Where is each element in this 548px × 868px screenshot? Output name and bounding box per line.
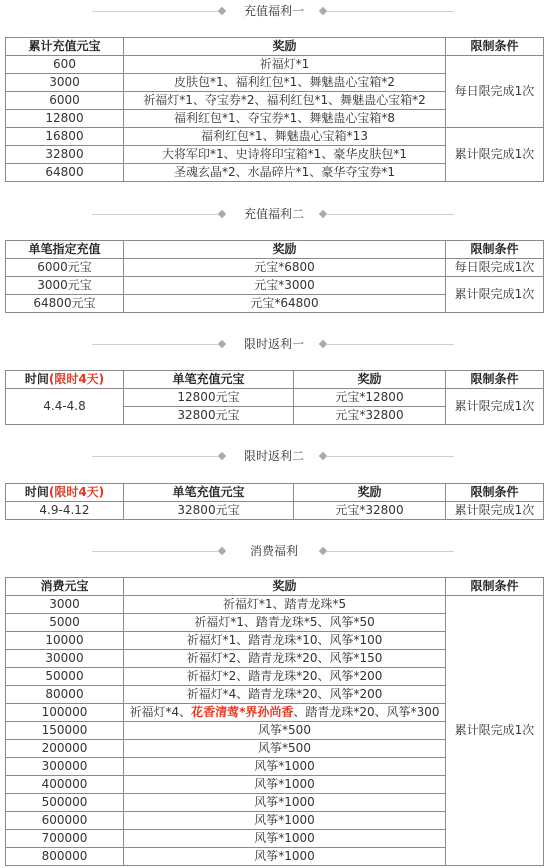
- amount-cell: 150000: [6, 722, 124, 740]
- amount-cell: 50000: [6, 668, 124, 686]
- amount-cell: 12800: [6, 110, 124, 128]
- consumption-benefit-table: [5, 577, 544, 866]
- section-title-2: [0, 203, 548, 225]
- reward-cell: 元宝*32800: [294, 407, 446, 425]
- amount-cell: 100000: [6, 704, 124, 722]
- reward-cell: 祈福灯*1、踏青龙珠*5、风筝*50: [124, 614, 446, 632]
- limit-cell: 累计限完成1次: [446, 277, 544, 313]
- amount-cell: 32800元宝: [124, 502, 294, 520]
- amount-cell: 64800元宝: [6, 295, 124, 313]
- amount-cell: 3000: [6, 74, 124, 92]
- header-time-limit: (限时4天): [48, 372, 105, 386]
- limit-cell: 累计限完成1次: [446, 596, 544, 866]
- reward-cell: 祈福灯*1、踏青龙珠*10、风筝*100: [124, 632, 446, 650]
- reward-cell: 祈福灯*1、踏青龙珠*5: [124, 596, 446, 614]
- table-header-row: [6, 38, 544, 56]
- section-title-text: 充值福利二: [243, 207, 304, 221]
- section-title-1: [0, 0, 548, 22]
- limit-cell: 累计限完成1次: [446, 389, 544, 425]
- table-header-row: [6, 578, 544, 596]
- section-title-5: [0, 540, 548, 562]
- section-title-text: 消费福利: [249, 544, 298, 558]
- table-row: [6, 259, 544, 277]
- table-row: [6, 128, 544, 146]
- amount-cell: 800000: [6, 848, 124, 866]
- header-time: [6, 371, 124, 389]
- limit-cell: 每日限完成1次: [446, 56, 544, 128]
- header-limit: 限制条件: [446, 241, 544, 259]
- section-title-text: 限时返利二: [243, 449, 304, 463]
- reward-cell: 风筝*1000: [124, 830, 446, 848]
- amount-cell: 30000: [6, 650, 124, 668]
- table-row: [6, 596, 544, 614]
- limited-rebate-table-2: [5, 483, 544, 520]
- amount-cell: 32800: [6, 146, 124, 164]
- table-row: [6, 502, 544, 520]
- reward-text-pre: 祈福灯*4、: [129, 705, 192, 719]
- reward-cell: 元宝*12800: [294, 389, 446, 407]
- header-cumulative-recharge: 累计充值元宝: [6, 38, 124, 56]
- amount-cell: 6000: [6, 92, 124, 110]
- reward-cell: 元宝*32800: [294, 502, 446, 520]
- reward-cell: 皮肤包*1、福利红包*1、舞魅蛊心宝箱*2: [124, 74, 446, 92]
- reward-cell: 风筝*500: [124, 740, 446, 758]
- amount-cell: 64800: [6, 164, 124, 182]
- limit-cell: 每日限完成1次: [446, 259, 544, 277]
- header-time-limit: (限时4天): [48, 485, 105, 499]
- section-title-4: [0, 445, 548, 467]
- header-limit: 限制条件: [446, 484, 544, 502]
- header-single-recharge: 单笔充值元宝: [124, 484, 294, 502]
- reward-cell: 风筝*500: [124, 722, 446, 740]
- header-time: [6, 484, 124, 502]
- reward-cell: 福利红包*1、舞魅蛊心宝箱*13: [124, 128, 446, 146]
- amount-cell: 32800元宝: [124, 407, 294, 425]
- amount-cell: 16800: [6, 128, 124, 146]
- amount-cell: 200000: [6, 740, 124, 758]
- table-row: [6, 56, 544, 74]
- header-reward: 奖励: [124, 241, 446, 259]
- reward-cell: 风筝*1000: [124, 794, 446, 812]
- header-consumption: 消费元宝: [6, 578, 124, 596]
- amount-cell: 80000: [6, 686, 124, 704]
- amount-cell: 10000: [6, 632, 124, 650]
- amount-cell: 3000: [6, 596, 124, 614]
- reward-cell: 风筝*1000: [124, 776, 446, 794]
- reward-highlight: 花香清莺*界孙尚香: [191, 705, 294, 719]
- header-single-recharge: 单笔指定充值: [6, 241, 124, 259]
- amount-cell: 12800元宝: [124, 389, 294, 407]
- reward-cell: 大将军印*1、史诗将印宝箱*1、豪华皮肤包*1: [124, 146, 446, 164]
- table-header-row: [6, 484, 544, 502]
- limited-rebate-table-1: [5, 370, 544, 425]
- header-limit: 限制条件: [446, 371, 544, 389]
- time-cell: 4.4-4.8: [6, 389, 124, 425]
- reward-text-post: 、踏青龙珠*20、风筝*300: [293, 705, 440, 719]
- amount-cell: 600000: [6, 812, 124, 830]
- recharge-benefit-table-1: [5, 37, 544, 182]
- amount-cell: 500000: [6, 794, 124, 812]
- header-reward: 奖励: [294, 371, 446, 389]
- header-time-label: 时间: [24, 485, 49, 499]
- reward-cell: 元宝*3000: [124, 277, 446, 295]
- header-reward: 奖励: [124, 578, 446, 596]
- reward-cell: 风筝*1000: [124, 848, 446, 866]
- reward-cell: 祈福灯*2、踏青龙珠*20、风筝*150: [124, 650, 446, 668]
- table-header-row: [6, 241, 544, 259]
- header-limit: 限制条件: [446, 38, 544, 56]
- reward-cell: 祈福灯*1: [124, 56, 446, 74]
- table-header-row: [6, 371, 544, 389]
- header-single-recharge: 单笔充值元宝: [124, 371, 294, 389]
- reward-cell: 福利红包*1、夺宝券*1、舞魅蛊心宝箱*8: [124, 110, 446, 128]
- reward-cell: 风筝*1000: [124, 758, 446, 776]
- recharge-benefit-table-2: [5, 240, 544, 313]
- amount-cell: 3000元宝: [6, 277, 124, 295]
- reward-cell: 元宝*64800: [124, 295, 446, 313]
- amount-cell: 700000: [6, 830, 124, 848]
- amount-cell: 400000: [6, 776, 124, 794]
- header-reward: 奖励: [294, 484, 446, 502]
- reward-cell: 祈福灯*2、踏青龙珠*20、风筝*200: [124, 668, 446, 686]
- time-cell: 4.9-4.12: [6, 502, 124, 520]
- reward-cell: [124, 704, 446, 722]
- amount-cell: 6000元宝: [6, 259, 124, 277]
- table-row: [6, 389, 544, 407]
- section-title-text: 限时返利一: [243, 337, 304, 351]
- amount-cell: 600: [6, 56, 124, 74]
- amount-cell: 300000: [6, 758, 124, 776]
- table-row: [6, 277, 544, 295]
- amount-cell: 5000: [6, 614, 124, 632]
- reward-cell: 圣魂玄晶*2、水晶碎片*1、豪华夺宝券*1: [124, 164, 446, 182]
- limit-cell: 累计限完成1次: [446, 502, 544, 520]
- reward-cell: 风筝*1000: [124, 812, 446, 830]
- header-time-label: 时间: [24, 372, 49, 386]
- reward-cell: 祈福灯*4、踏青龙珠*20、风筝*200: [124, 686, 446, 704]
- header-reward: 奖励: [124, 38, 446, 56]
- section-title-3: [0, 333, 548, 355]
- header-limit: 限制条件: [446, 578, 544, 596]
- limit-cell: 累计限完成1次: [446, 128, 544, 182]
- section-title-text: 充值福利一: [243, 4, 304, 18]
- reward-cell: 元宝*6800: [124, 259, 446, 277]
- reward-cell: 祈福灯*1、夺宝券*2、福利红包*1、舞魅蛊心宝箱*2: [124, 92, 446, 110]
